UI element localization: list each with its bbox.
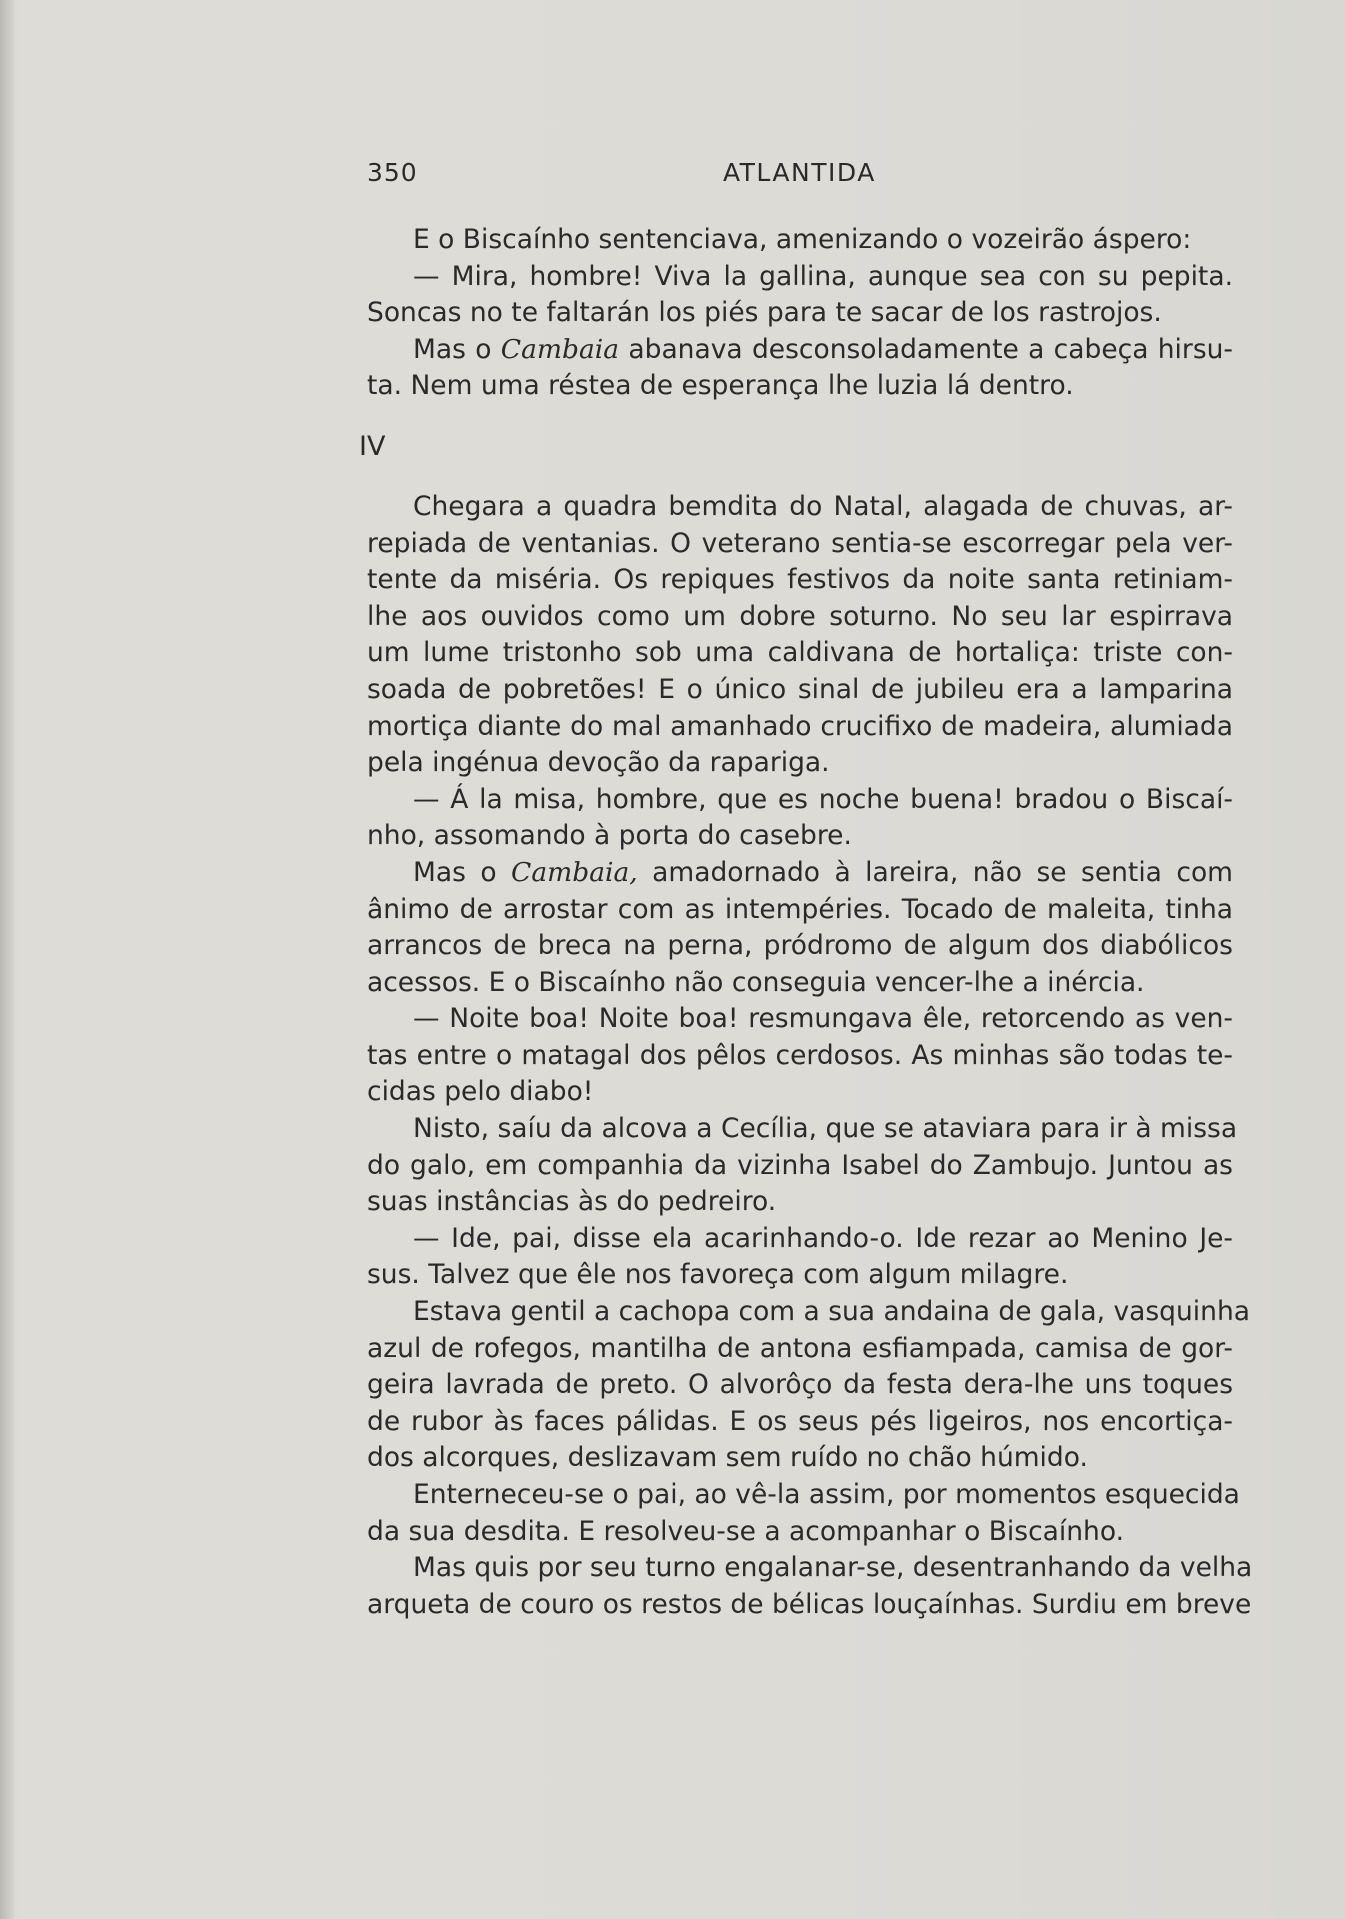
text-line (367, 928, 1233, 965)
text-line (367, 855, 1233, 892)
text-line (367, 222, 1233, 259)
text-line (367, 1477, 1240, 1514)
text-line (367, 1001, 1233, 1038)
text-segment: da sua desdita. E resolveu-se a acompanhar o Biscaínho. (367, 1515, 1125, 1547)
text-line (367, 1074, 1233, 1111)
text-line (367, 1221, 1233, 1258)
text-segment: ânimo de arrostar com as intempéries. Tocado de maleita, tinha (367, 893, 1233, 925)
text-line (367, 782, 1233, 819)
text-segment: Soncas no te faltarán los piés para te sacar de los rastrojos. (367, 297, 1162, 329)
text-line (367, 709, 1233, 746)
text-segment: amadornado à lareira, não se sentia com (637, 856, 1233, 888)
text-line (367, 672, 1233, 709)
text-segment: — Á la misa, hombre, que es noche buena! bradou o Biscaí- (413, 783, 1233, 815)
text-line (367, 489, 1233, 526)
text-segment: — Mira, hombre! Viva la gallina, aunque sea con su pepita. (413, 260, 1233, 292)
text-segment: arqueta de couro os restos de bélicas louçaínhas. Surdiu em breve (367, 1588, 1252, 1620)
text-segment: do galo, em companhia da vizinha Isabel do Zambujo. Juntou as (367, 1149, 1233, 1181)
body-text (359, 222, 1253, 1623)
text-line (367, 1294, 1250, 1331)
text-segment: dos alcorques, deslizavam sem ruído no chão húmido. (367, 1442, 1088, 1474)
text-line (367, 1148, 1233, 1185)
text-line (367, 368, 1233, 405)
text-segment: tente da miséria. Os repiques festivos da noite santa retiniam- (367, 564, 1233, 596)
text-line (367, 818, 1233, 855)
text-segment: lhe aos ouvidos como um dobre soturno. No seu lar espirrava (367, 600, 1233, 632)
page-header (367, 158, 887, 192)
text-line (367, 562, 1233, 599)
text-segment: Mas quis por seu turno engalanar-se, desentranhando da velha (413, 1552, 1253, 1584)
page-spine-shadow (0, 0, 14, 1919)
text-line (367, 1184, 1233, 1221)
text-line (367, 892, 1233, 929)
text-segment: Nisto, saíu da alcova a Cecília, que se ataviara para ir à missa (413, 1113, 1238, 1145)
text-segment: Estava gentil a cachopa com a sua andaina de gala, vasquinha (413, 1296, 1250, 1328)
text-segment: ta. Nem uma réstea de esperança lhe luzia lá dentro. (367, 370, 1074, 402)
text-line (367, 745, 1233, 782)
text-segment: tas entre o matagal dos pêlos cerdosos. As minhas são todas te- (367, 1039, 1233, 1071)
text-block-after-section (367, 489, 1253, 1623)
text-segment: Mas o (413, 333, 501, 365)
text-segment: suas instâncias às do pedreiro. (367, 1186, 777, 1218)
text-line (367, 259, 1233, 296)
text-segment: abanava desconsoladamente a cabeça hirsu- (619, 333, 1233, 365)
text-line (367, 1550, 1253, 1587)
text-line (367, 635, 1233, 672)
text-segment: nho, assomando à porta do casebre. (367, 820, 852, 852)
text-line (367, 599, 1233, 636)
text-line (367, 1257, 1233, 1294)
text-line (367, 1367, 1233, 1404)
text-segment: arrancos de breca na perna, pródromo de algum dos diabólicos (367, 930, 1233, 962)
page-number: 350 (367, 158, 418, 187)
text-line (367, 332, 1233, 369)
text-segment: um lume tristonho sob uma caldivana de hortaliça: triste con- (367, 637, 1233, 669)
text-segment: Mas o (413, 856, 512, 888)
text-segment: pela ingénua devoção da rapariga. (367, 747, 830, 779)
text-line (367, 1111, 1238, 1148)
text-segment: E o Biscaínho sentenciava, amenizando o vozeirão áspero: (413, 224, 1192, 255)
text-segment: Chegara a quadra bemdita do Natal, alagada de chuvas, ar- (413, 490, 1233, 522)
running-title: ATLANTIDA (723, 158, 876, 187)
italic-text: Cambaia (500, 333, 620, 365)
text-segment: repiada de ventanias. O veterano sentia-se escorregar pela ver- (367, 527, 1233, 559)
text-segment: geira lavrada de preto. O alvorôço da festa dera-lhe uns toques (367, 1369, 1233, 1401)
text-segment: — Ide, pai, disse ela acarinhando-o. Ide rezar ao Menino Je- (413, 1222, 1233, 1254)
text-segment: cidas pelo diabo! (367, 1076, 594, 1108)
italic-text: Cambaia, (511, 856, 638, 888)
text-block-before-section (367, 222, 1233, 405)
text-segment: Enterneceu-se o pai, ao vê-la assim, por momentos esquecida (413, 1479, 1240, 1510)
section-heading (359, 405, 1233, 489)
text-line (367, 1331, 1233, 1368)
text-line (367, 1440, 1233, 1477)
text-line (367, 1587, 1252, 1624)
text-segment: soada de pobretões! E o único sinal de jubileu era a lamparina (367, 673, 1233, 705)
text-line (367, 526, 1233, 563)
text-line (367, 1514, 1233, 1551)
text-segment: mortiça diante do mal amanhado crucifixo de madeira, alumiada (367, 710, 1233, 742)
text-line (367, 1404, 1233, 1441)
text-segment: de rubor às faces pálidas. E os seus pés ligeiros, nos encortiça- (367, 1405, 1233, 1437)
text-segment: acessos. E o Biscaínho não conseguia vencer-lhe a inércia. (367, 966, 1145, 998)
text-line (367, 295, 1233, 332)
text-segment: azul de rofegos, mantilha de antona esfiampada, camisa de gor- (367, 1332, 1233, 1364)
text-segment: sus. Talvez que êle nos favoreça com algum milagre. (367, 1259, 1069, 1291)
text-line (367, 965, 1233, 1002)
text-segment: — Noite boa! Noite boa! resmungava êle, retorcendo as ven- (413, 1003, 1233, 1035)
text-line (367, 1038, 1233, 1075)
section-heading-label: IV (359, 430, 386, 462)
